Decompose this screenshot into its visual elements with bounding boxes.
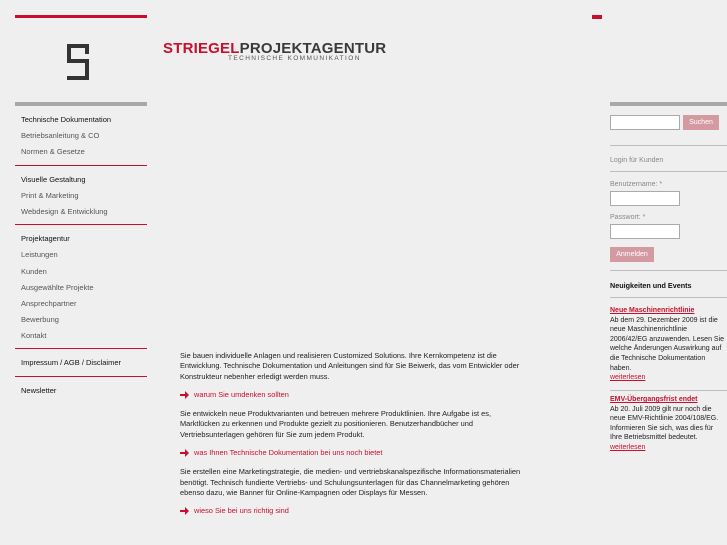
password-input[interactable] (610, 224, 680, 239)
news-item-text: Ab 20. Juli 2009 gilt nur noch die neue EMV-Richtlinie 2004/108/EG. Informieren Sie sich, was dies für Ihre Betriebsmittel bedeutet. (610, 405, 719, 442)
sidebar-divider (610, 390, 727, 391)
link-label: wieso Sie bei uns richtig sind (194, 506, 289, 516)
brand-tagline: TECHNISCHE KOMMUNIKATION (228, 55, 361, 62)
nav-item-technische-dokumentation[interactable]: Technische Dokumentation (21, 115, 112, 124)
content-paragraph: Sie erstellen eine Marketingstrategie, die medien- und vertriebskanalspezifische Informationsmaterialien benötigt. Technisch fundierte Vertriebs- und Schulungsunterlagen für das Channelmarketing gehören ebenso dazu, wie Banner für Online-Kampagnen oder Displays für Messen. (180, 467, 521, 497)
sidebar-divider (610, 270, 727, 271)
news-item (610, 395, 726, 453)
content-paragraph: Sie bauen individuelle Anlagen und realisieren Customized Solutions. Ihre Kernkompetenz ist die Entwicklung. Technische Dokumentation und Anleitungen sind für Sie Beiwerk, das vom Entwickler oder Konstrukteur nebenher erledigt werden muss. (180, 351, 520, 381)
nav-item-projektagentur[interactable]: Projektagentur (21, 234, 70, 244)
link-label: was Ihnen Technische Dokumentation bei uns noch bietet (194, 448, 383, 458)
nav-item-print-marketing[interactable]: Print & Marketing (21, 190, 79, 200)
main-content (180, 351, 532, 526)
search-button[interactable]: Suchen (683, 115, 719, 130)
link-umdenken[interactable] (180, 390, 532, 400)
news-item-text: Ab dem 29. Dezember 2009 ist die neue Maschinenrichtlinie 2006/42/EG anzuwenden. Lesen Sie welche Änderungen Auswirkung auf die Technische Dokumentation haben. (610, 316, 725, 372)
nav-item-visuelle-gestaltung[interactable]: Visuelle Gestaltung (21, 174, 86, 184)
news-item (610, 306, 726, 383)
news-item-title[interactable]: Neue Maschinenrichtlinie (610, 307, 695, 314)
content-paragraph: Sie entwickeln neue Produktvarianten und betreuen mehrere Produktlinien. Ihre Aufgabe ist es, Marktlücken zu erkennen und Produkte gezielt zu positionieren. Benutzerhandbücher und Vertriebsunterlagen gehören für Sie zum jedem Produkt. (180, 409, 492, 439)
news-read-more-link[interactable]: weiterlesen (610, 443, 646, 451)
link-dokumentation-bietet[interactable] (180, 448, 532, 458)
main-navigation (15, 110, 147, 407)
nav-item-normen-gesetze[interactable]: Normen & Gesetze (21, 147, 85, 157)
nav-group-visual (15, 170, 147, 226)
top-accent-bar (15, 15, 147, 18)
news-item-title[interactable]: EMV-Übergangsfrist endet (610, 396, 698, 403)
nav-group-agency (15, 229, 147, 349)
sidebar-divider (610, 145, 727, 146)
search-input[interactable] (610, 115, 680, 130)
arrow-right-icon (180, 507, 189, 515)
nav-item-bewerbung[interactable]: Bewerbung (21, 315, 59, 325)
nav-item-kontakt[interactable]: Kontakt (21, 331, 47, 341)
sidebar-divider (610, 297, 727, 298)
link-label: warum Sie umdenken sollten (194, 389, 289, 399)
arrow-right-icon (180, 449, 189, 457)
nav-item-ausgewaehlte-projekte[interactable]: Ausgewählte Projekte (21, 282, 94, 292)
password-label: Passwort: * (610, 214, 646, 221)
nav-group-newsletter (15, 381, 147, 403)
news-title: Neuigkeiten und Events (610, 281, 692, 290)
nav-top-bar (15, 102, 147, 106)
news-read-more-link[interactable]: weiterlesen (610, 374, 646, 382)
brand-name-part2: PROJEKTAGENTUR (239, 40, 387, 57)
login-title: Login für Kunden (610, 157, 664, 164)
nav-group-documentation (15, 110, 147, 166)
link-richtig[interactable] (180, 506, 532, 516)
arrow-right-icon (180, 391, 189, 399)
striegel-logo-icon[interactable] (63, 43, 93, 81)
nav-item-newsletter[interactable]: Newsletter (21, 385, 57, 395)
username-input[interactable] (610, 191, 680, 206)
nav-item-betriebsanleitung[interactable]: Betriebsanleitung & CO (21, 131, 100, 141)
nav-item-ansprechpartner[interactable]: Ansprechpartner (21, 298, 77, 308)
top-right-accent-mark (592, 15, 602, 19)
nav-item-impressum[interactable]: Impressum / AGB / Disclaimer (21, 358, 122, 368)
username-label: Benutzername: * (610, 181, 663, 188)
login-button[interactable]: Anmelden (610, 247, 654, 262)
nav-item-kunden[interactable]: Kunden (21, 266, 47, 276)
nav-group-legal (15, 353, 147, 376)
sidebar-top-bar (610, 102, 727, 106)
nav-item-webdesign[interactable]: Webdesign & Entwicklung (21, 206, 108, 216)
brand-name-part1: STRIEGEL (163, 40, 240, 57)
nav-item-leistungen[interactable]: Leistungen (21, 250, 58, 260)
sidebar-divider (610, 171, 727, 172)
